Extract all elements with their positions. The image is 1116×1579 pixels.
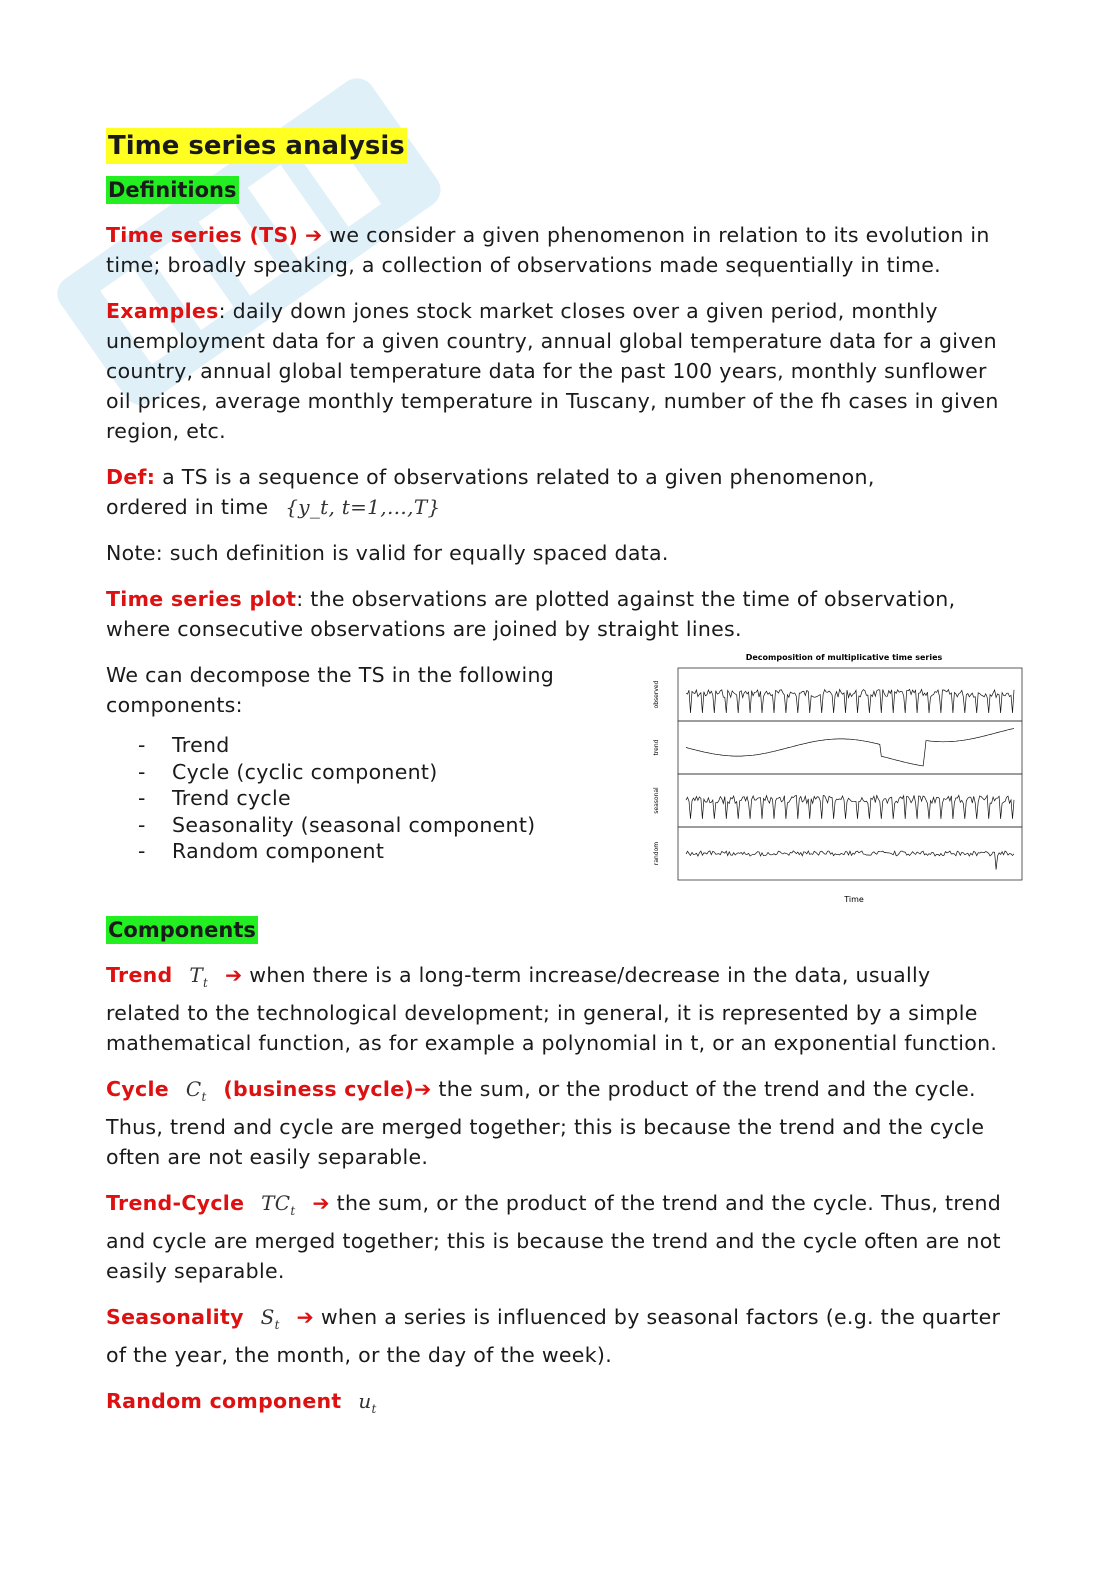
components-list-item: - Random component <box>138 839 385 863</box>
note-text: Note: such definition is valid for equally spaced data. <box>106 541 669 565</box>
ts-text-line1: we consider a given phenomenon in relation to its <box>329 223 859 247</box>
decompose-intro: We can decompose the TS in the following components: <box>106 663 555 717</box>
term-business-cycle: (business cycle) <box>223 1077 415 1101</box>
paragraph-random <box>106 1386 1006 1424</box>
page-title: Time series analysis <box>106 128 407 164</box>
chart-panel-trend <box>678 721 1022 774</box>
trend-text-line1: when there is a long-term increase/decrease in the data, usually <box>249 963 931 987</box>
decomposition-text-block <box>106 660 606 865</box>
chart-series-seasonal <box>686 795 1014 819</box>
chart-panel-label: random <box>653 841 660 866</box>
components-list-item: - Trend <box>138 733 230 757</box>
chart-panel-label: seasonal <box>653 787 660 814</box>
paragraph-examples <box>106 296 1006 446</box>
paragraph-time-series <box>106 220 1006 280</box>
tc-text-line1: the sum, or the product of the trend and the cycle. Thus, <box>336 1191 939 1215</box>
symbol-random: $u_t$ <box>358 1389 377 1416</box>
cycle-text-line1: the sum, or the product of the trend and the <box>438 1077 908 1101</box>
term-time-series-plot: Time series plot <box>106 587 297 611</box>
paragraph-trend-cycle <box>106 1188 1006 1286</box>
paragraph-def <box>106 462 1006 522</box>
document-page <box>106 128 1006 1424</box>
trend-text-rest: related to the technological development; in general, it is represented by a simple mathematical function, as for example a polynomial in t, or an exponential function. <box>106 1001 998 1055</box>
paragraph-cycle <box>106 1074 1006 1172</box>
term-seasonality: Seasonality <box>106 1305 244 1329</box>
arrow-icon: ➔ <box>224 963 243 987</box>
def-formula: {y_t, t=1,…,T} <box>285 495 441 519</box>
ts-text-rest: evolution in time; broadly speaking, a collection of observations made sequentially in time. <box>106 223 990 277</box>
chart-panel-label: trend <box>653 739 660 756</box>
chart-panel-seasonal <box>678 774 1022 827</box>
components-list-item: - Cycle (cyclic component) <box>138 759 438 784</box>
arrow-icon: ➔ <box>312 1191 330 1215</box>
term-cycle: Cycle <box>106 1077 169 1101</box>
arrow-icon: ➔ <box>296 1305 315 1329</box>
examples-text: : daily down jones stock market closes over a given period, monthly unemployment data for a given country, annual global temperature data for a given country, annual global temperature data for the past 100 years, monthly sunflower oil prices, average monthly temperature in Tuscany, number of the fh cases in given region, etc. <box>106 299 999 443</box>
chart-series-trend <box>686 729 1014 767</box>
arrow-icon: ➔ <box>414 1077 432 1101</box>
symbol-seasonality: $S_t$ <box>260 1305 280 1332</box>
cycle-text-rest: cycle. Thus, trend and cycle are merged together; this is because the trend and the cycle often are not easily separable. <box>106 1077 985 1169</box>
tc-text-rest: trend and cycle are merged together; this is because the trend and the cycle often are not easily separable. <box>106 1191 1002 1283</box>
section-components: Components <box>108 918 256 942</box>
decomposition-chart <box>644 650 1028 908</box>
paragraph-plot <box>106 584 1006 644</box>
season-text-line1: when a series is influenced by seasonal factors (e.g. the <box>320 1305 916 1329</box>
decomposition-block <box>106 653 1006 910</box>
chart-title: Decomposition of multiplicative time series <box>745 653 943 662</box>
term-random-component: Random component <box>106 1389 342 1413</box>
components-list <box>138 732 606 865</box>
plot-text: : the observations are plotted against the time of observation, where consecutive observations are joined by straight lines. <box>106 587 956 641</box>
def-text-line2: ordered in time <box>106 495 269 519</box>
components-list-item: - Seasonality (seasonal component) <box>138 812 536 837</box>
term-time-series: Time series (TS) <box>106 223 299 247</box>
symbol-trend-cycle: $TC_t$ <box>261 1191 296 1218</box>
arrow-icon: ➔ <box>305 223 323 247</box>
term-def: Def: <box>106 465 156 489</box>
symbol-cycle: $C_t$ <box>185 1077 207 1104</box>
chart-xlabel: Time <box>844 895 864 904</box>
section-definitions: Definitions <box>108 178 237 202</box>
components-list-item: - Trend cycle <box>138 786 291 810</box>
term-trend-cycle: Trend-Cycle <box>106 1191 245 1215</box>
term-trend: Trend <box>106 963 173 987</box>
paragraph-trend <box>106 960 1006 1058</box>
chart-panel-label: observed <box>653 680 660 709</box>
symbol-trend: $T_t$ <box>189 963 209 990</box>
term-examples: Examples <box>106 299 219 323</box>
def-text-line1: a TS is a sequence of observations related to a given phenomenon, <box>162 465 875 489</box>
paragraph-seasonality <box>106 1302 1006 1370</box>
season-text-rest: quarter of the year, the month, or the day of the week). <box>106 1305 1001 1367</box>
chart-series-random <box>686 851 1014 870</box>
chart-series-observed <box>686 689 1014 713</box>
